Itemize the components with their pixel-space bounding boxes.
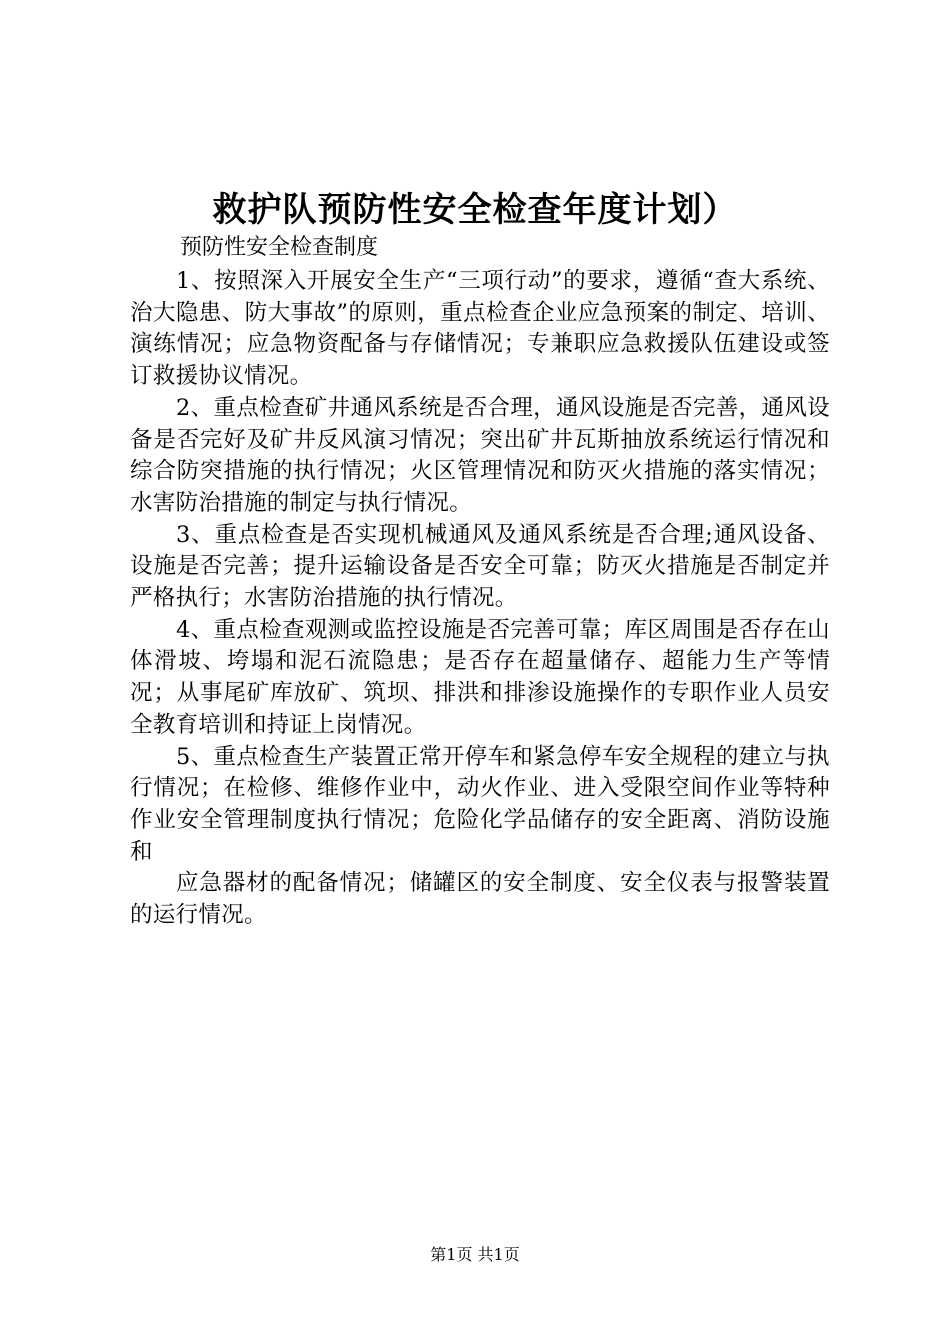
document-title: 救护队预防性安全检查年度计划） xyxy=(212,190,738,230)
document-subtitle: 预防性安全检查制度 xyxy=(180,235,379,260)
paragraph-2: 2、重点检查矿井通风系统是否合理，通风设施是否完善，通风设备是否完好及矿井反风演习情况；突出矿井瓦斯抽放系统运行情况和综合防突措施的执行情况；火区管理情况和防灭火措施的落实情况；水害防治措施的制定与执行情况。 xyxy=(130,394,830,516)
paragraph-4: 4、重点检查观测或监控设施是否完善可靠；库区周围是否存在山体滑坡、垮塌和泥石流隐患；是否存在超量储存、超能力生产等情况；从事尾矿库放矿、筑坝、排洪和排渗设施操作的专职作业人员安全教育培训和持证上岗情况。 xyxy=(130,616,830,738)
paragraph-3: 3、重点检查是否实现机械通风及通风系统是否合理;通风设备、设施是否完善；提升运输设备是否安全可靠；防灭火措施是否制定并严格执行；水害防治措施的执行情况。 xyxy=(130,521,830,612)
paragraph-6: 应急器材的配备情况；储罐区的安全制度、安全仪表与报警装置的运行情况。 xyxy=(130,870,830,929)
document-body xyxy=(130,266,830,932)
paragraph-1: 1、按照深入开展安全生产“三项行动”的要求，遵循“查大系统、治大隐患、防大事故”的原则，重点检查企业应急预案的制定、培训、演练情况；应急物资配备与存储情况；专兼职应急救援队伍建设或签订救援协议情况。 xyxy=(130,268,830,390)
page-footer: 第1页 共1页 xyxy=(430,1245,520,1264)
paragraph-5: 5、重点检查生产装置正常开停车和紧急停车安全规程的建立与执行情况；在检修、维修作业中，动火作业、进入受限空间作业等特种作业安全管理制度执行情况；危险化学品储存的安全距离、消防设施和 xyxy=(130,743,830,865)
